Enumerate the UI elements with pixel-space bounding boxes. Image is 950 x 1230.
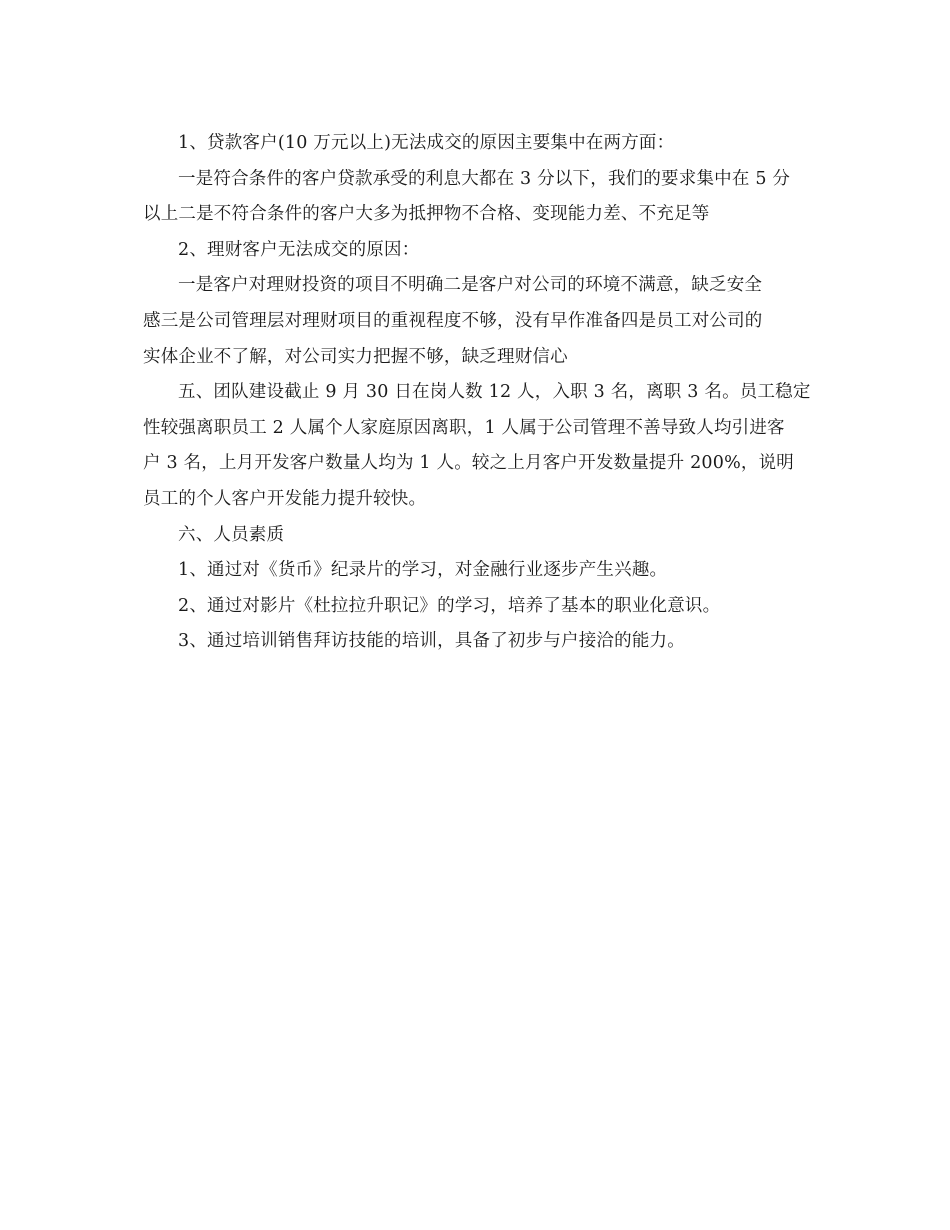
text-line: 1、通过对《货币》纪录片的学习，对金融行业逐步产生兴趣。: [178, 560, 668, 581]
paragraph-loan-heading: [143, 126, 808, 162]
text-line: 员工的个人客户开发能力提升较快。: [143, 488, 427, 509]
text-line: 户 3 名，上月开发客户数量人均为 1 人。较之上月客户开发数量提升 200%，说明: [143, 453, 795, 474]
text-line: 实体企业不了解，对公司实力把握不够，缺乏理财信心: [143, 346, 568, 367]
text-line: 性较强离职员工 2 人属个人家庭原因离职，1 人属于公司管理不善导致人均引进客: [143, 417, 785, 438]
text-line: 五、团队建设截止 9 月 30 日在岗人数 12 人，入职 3 名，离职 3 名。员工稳定: [178, 382, 811, 403]
text-line: 感三是公司管理层对理财项目的重视程度不够，没有早作准备四是员工对公司的: [143, 310, 763, 331]
paragraph-staff-quality-heading: [143, 518, 808, 554]
text-line: 以上二是不符合条件的客户大多为抵押物不合格、变现能力差、不充足等: [143, 204, 710, 225]
text-line: 一是符合条件的客户贷款承受的利息大都在 3 分以下，我们的要求集中在 5 分: [178, 168, 791, 189]
paragraph-team-building: [143, 375, 811, 517]
paragraph-staff-quality-item-3: [143, 624, 808, 660]
paragraph-finance-heading: [143, 233, 808, 269]
paragraph-staff-quality-item-2: [143, 589, 808, 625]
paragraph-loan-reasons: [143, 162, 808, 233]
paragraph-finance-reasons: [143, 268, 808, 375]
text-line: 一是客户对理财投资的项目不明确二是客户对公司的环境不满意，缺乏安全: [178, 275, 763, 296]
text-line: 六、人员素质: [178, 524, 285, 545]
text-line: 2、通过对影片《杜拉拉升职记》的学习，培养了基本的职业化意识。: [178, 595, 721, 616]
document-page: [143, 126, 811, 660]
text-line: 3、通过培训销售拜访技能的培训，具备了初步与户接洽的能力。: [178, 631, 685, 652]
text-line: 2、理财客户无法成交的原因：: [178, 239, 420, 260]
text-line: 1、贷款客户(10 万元以上)无法成交的原因主要集中在两方面：: [178, 133, 675, 153]
paragraph-staff-quality-item-1: [143, 553, 808, 589]
